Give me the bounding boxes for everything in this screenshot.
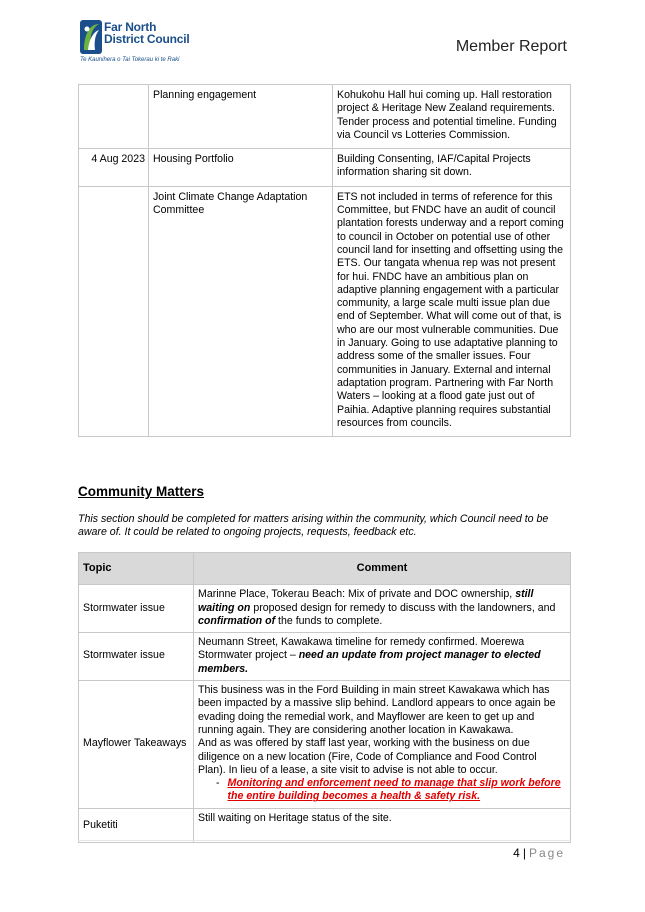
table-row — [79, 149, 571, 187]
fndc-logo-icon — [80, 20, 102, 54]
community-table — [78, 552, 571, 843]
notes-cell: Kohukohu Hall hui coming up. Hall restoration project & Heritage New Zealand requirements. Tender process and potential timeline. Funding via Council vs Lotteries Commission. — [333, 85, 571, 149]
page-footer — [513, 846, 565, 860]
table-row — [79, 681, 571, 809]
comment-cell: Still waiting on Heritage status of the site. — [194, 808, 571, 842]
comment-cell — [194, 633, 571, 681]
section-heading: Community Matters — [78, 484, 205, 499]
table-row — [79, 186, 571, 436]
date-cell — [79, 186, 149, 436]
logo-line2: District Council — [104, 32, 190, 46]
date-cell: 4 Aug 2023 — [79, 149, 149, 187]
engagement-table — [78, 84, 571, 437]
topic-header: Topic — [79, 553, 194, 585]
comment-emphasis: need an update from project manager to elected members. — [198, 649, 541, 675]
comment-cell — [194, 585, 571, 633]
logo-line1: Far North — [104, 20, 157, 34]
comment-text: the funds to complete. — [275, 614, 383, 627]
topic-cell: Puketiti — [79, 808, 194, 842]
notes-cell: ETS not included in terms of reference for this Committee, but FNDC have an audit of council plantation forests underway and a report coming to council in October on potential use of other council land for insetting and offsetting using the ETS. Our tangata whenua rep was not present for hui. FNDC have an ambitious plan on adaptive planning engagement with a particular community, a large scale multi issue plan due end of September. What will come out of that, is who are our most vulnerable communities. Due in January. Going to use adaptative planning to address some of the smaller issues. Four communities in January. External and internal adaptation program. Partnering with Far North Waters – looking at a flood gate just out of Paihia. Adaptive planning requires substantial resources from councils. — [333, 186, 571, 436]
page-word: Page — [528, 846, 565, 860]
comment-text: Marinne Place, Tokerau Beach: Mix of private and DOC ownership, — [198, 588, 516, 601]
topic-cell: Stormwater issue — [79, 633, 194, 681]
footer-separator: | — [522, 846, 526, 860]
council-logo — [80, 20, 190, 68]
section-intro: This section should be completed for matters arising within the community, which Council need to be aware of. It could be related to ongoing projects, requests, feedback etc. — [78, 513, 549, 538]
table-row — [79, 85, 571, 149]
table-row — [79, 585, 571, 633]
table-row — [79, 633, 571, 681]
logo-tagline: Te Kaunihera o Tai Tokerau ki te Raki — [80, 57, 180, 63]
date-cell — [79, 85, 149, 149]
council-name — [104, 21, 189, 45]
topic-cell: Joint Climate Change Adaptation Committee — [149, 186, 333, 436]
bullet-dash: - — [216, 777, 220, 790]
warning-text: Monitoring and enforcement need to manage that slip work before the entire building becomes a health & safety risk. — [227, 777, 561, 803]
topic-cell: Stormwater issue — [79, 585, 194, 633]
table-header-row — [79, 553, 571, 585]
comment-text: Neumann Street, Kawakawa timeline for remedy confirmed. Moerewa Stormwater project – — [198, 636, 525, 662]
notes-cell: Building Consenting, IAF/Capital Projects information sharing sit down. — [333, 149, 571, 187]
comment-text: proposed design for remedy to discuss with the landowners, and — [250, 601, 556, 614]
comment-emphasis: confirmation of — [198, 614, 276, 627]
report-title: Member Report — [455, 38, 567, 55]
comment-emphasis: still waiting on — [198, 588, 534, 614]
comment-paragraph: This business was in the Ford Building in main street Kawakawa which has been impacted by a massive slip behind. Landlord appears to once again be evading doing the remedial work, and Mayflower are keen to get up and running again. They are considering another location in Kawakawa. — [198, 684, 556, 736]
comment-cell — [194, 681, 571, 809]
comment-paragraph: And as was offered by staff last year, working with the business on due diligence on a new location (Fire, Code of Compliance and Food Control Plan). In lieu of a lease, a site visit to advise is not able to occur. — [198, 737, 537, 776]
comment-header: Comment — [194, 553, 571, 585]
page-header — [0, 0, 645, 80]
footer-divider — [78, 840, 571, 841]
topic-cell: Mayflower Takeaways — [79, 681, 194, 809]
page-number: 4 — [513, 846, 520, 860]
topic-cell: Planning engagement — [149, 85, 333, 149]
warning-bullet — [198, 777, 566, 804]
table-row — [79, 808, 571, 842]
topic-cell: Housing Portfolio — [149, 149, 333, 187]
